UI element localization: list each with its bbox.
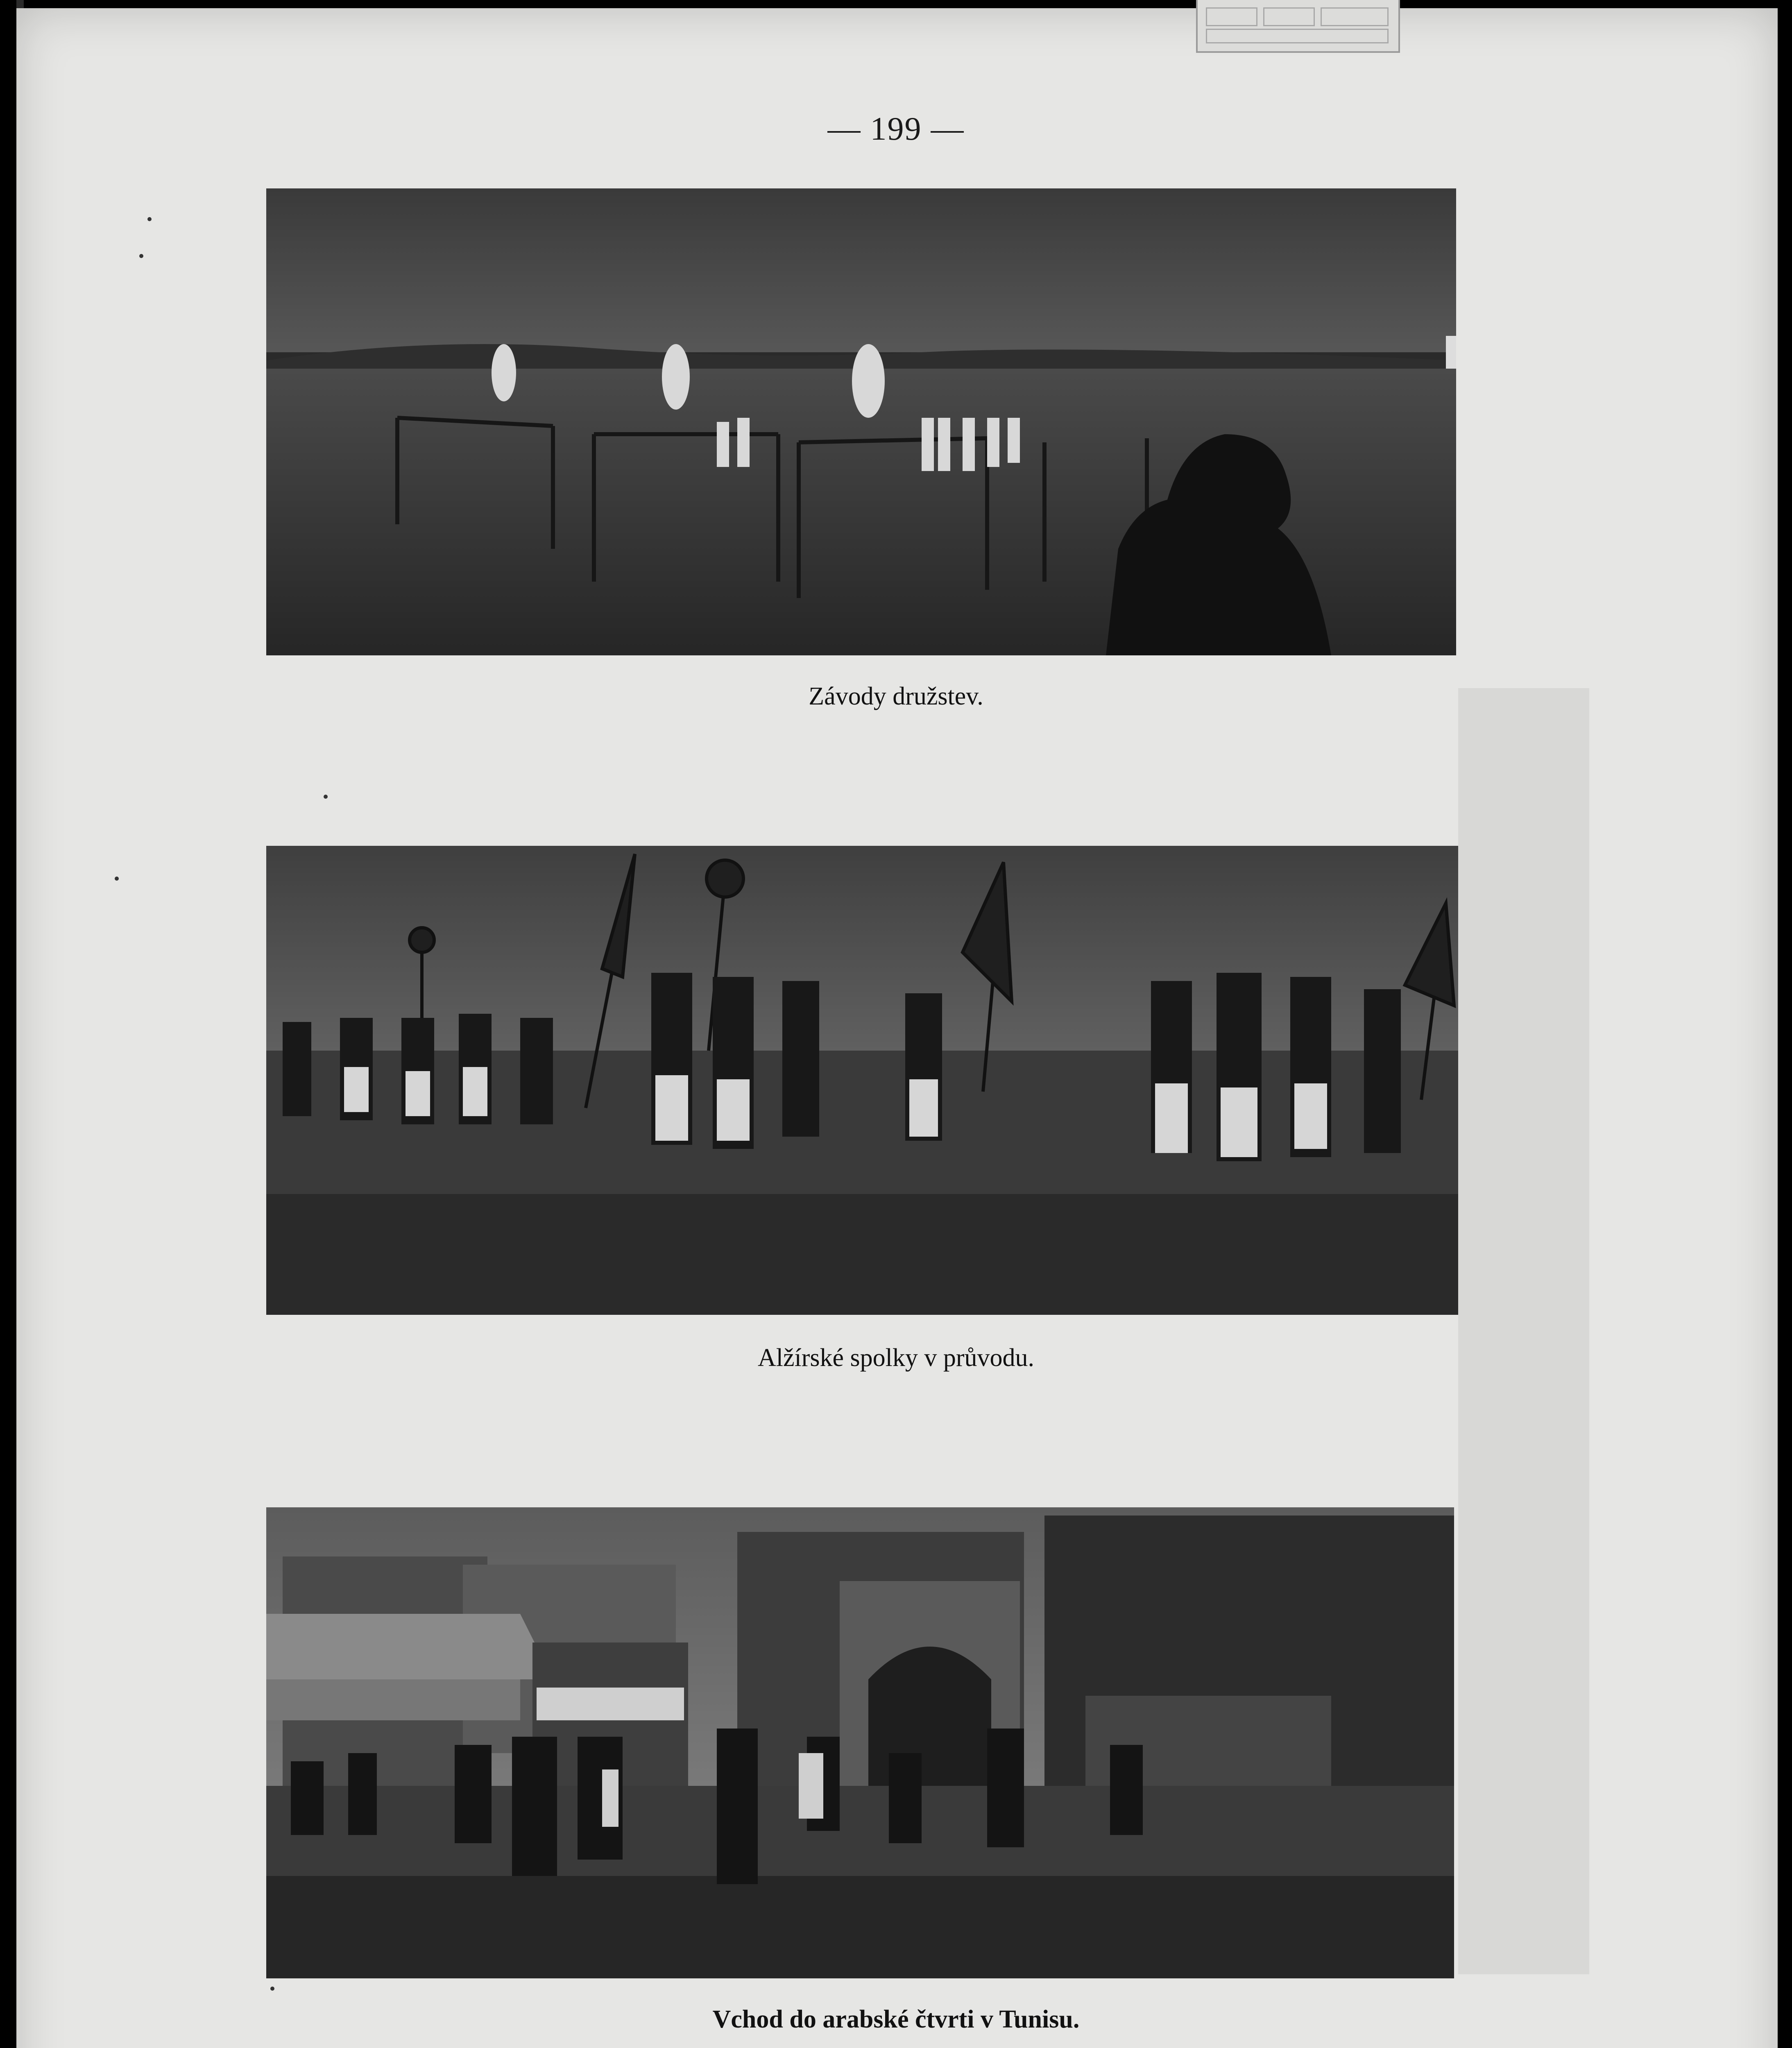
caption-algerian-procession: Alžírské spolky v průvodu. (757, 1344, 1035, 1372)
caption-team-competition: Závody družstev. (809, 682, 983, 710)
scan-speck (139, 254, 143, 258)
scan-speck (115, 877, 119, 881)
scan-speck (324, 795, 328, 799)
scan-speck (147, 217, 152, 221)
library-stamp (1196, 0, 1400, 53)
page-number: — 199 — (827, 111, 965, 147)
show-through-shadow (1458, 688, 1589, 1974)
photo-team-competition (266, 188, 1456, 655)
scan-speck (270, 1987, 274, 1991)
photo-tunis-arab-quarter (266, 1507, 1454, 1978)
photo-algerian-procession (266, 846, 1458, 1315)
caption-tunis-arab-quarter: Vchod do arabské čtvrti v Tunisu. (712, 2005, 1080, 2033)
